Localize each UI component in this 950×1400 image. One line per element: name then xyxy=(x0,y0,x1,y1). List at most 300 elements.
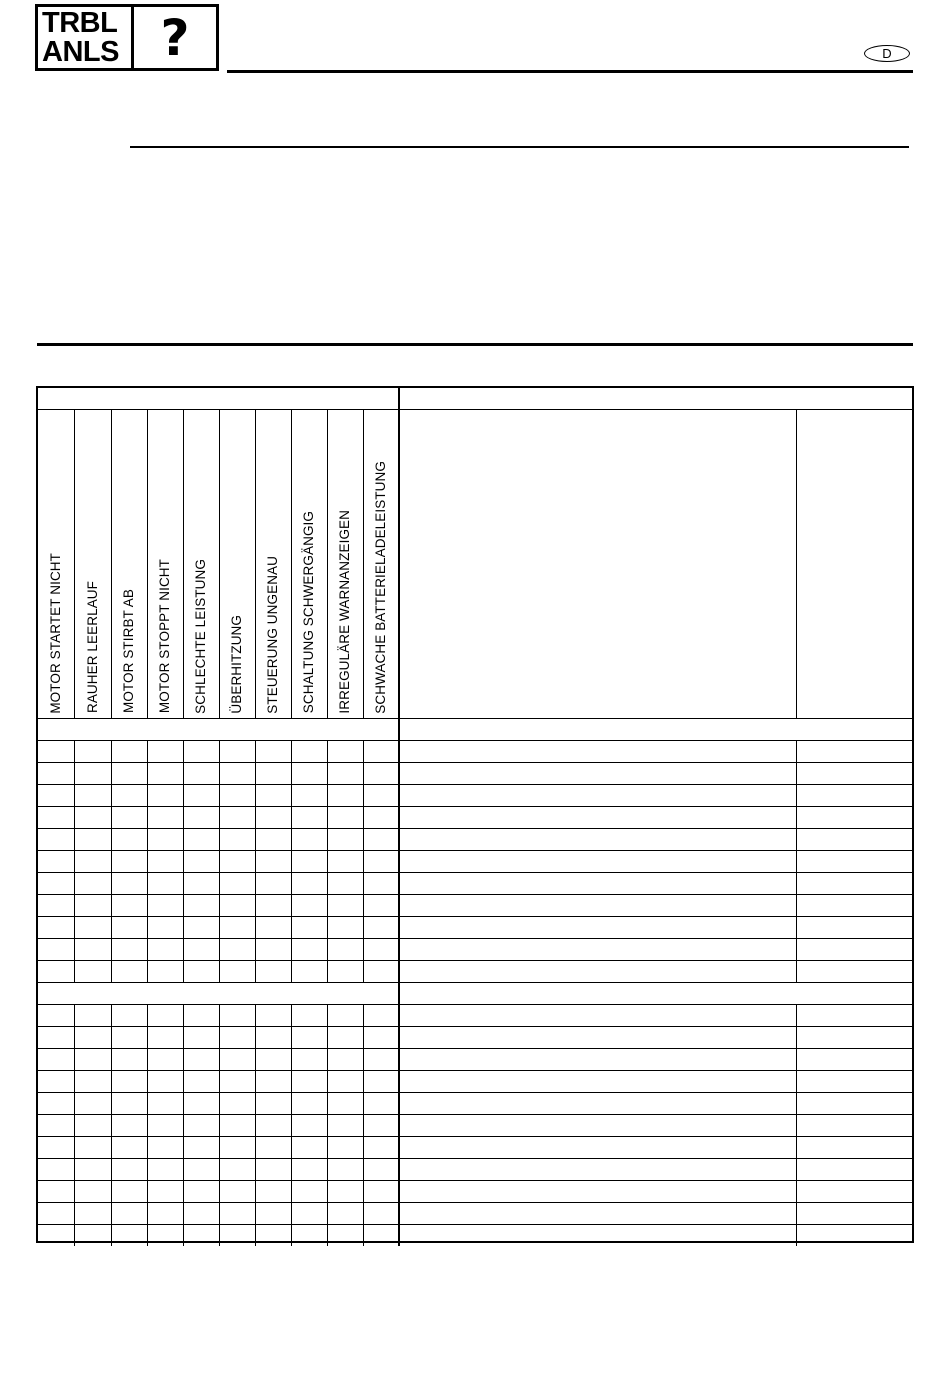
symptom-column-label: SCHWACHE BATTERIELADELEISTUNG xyxy=(372,460,388,714)
symptom-mark-cell xyxy=(147,872,183,894)
symptom-mark-cell xyxy=(147,1048,183,1070)
symptom-mark-cell xyxy=(74,1092,111,1114)
symptom-mark-cell xyxy=(147,938,183,960)
table-row xyxy=(38,740,912,762)
symptom-mark-cell xyxy=(363,1136,399,1158)
section-header-cell xyxy=(38,982,399,1004)
symptom-mark-cell xyxy=(327,828,363,850)
symptom-mark-cell xyxy=(291,960,327,982)
symptom-mark-cell xyxy=(111,1224,147,1246)
symptom-mark-cell xyxy=(291,1026,327,1048)
symptom-column-label: MOTOR STIRBT AB xyxy=(121,589,136,714)
table-row xyxy=(38,894,912,916)
symptom-mark-cell xyxy=(219,894,255,916)
reference-cell xyxy=(796,1224,912,1246)
symptom-mark-cell xyxy=(219,784,255,806)
symptom-mark-cell xyxy=(147,894,183,916)
symptom-mark-cell xyxy=(327,1026,363,1048)
symptom-mark-cell xyxy=(147,1202,183,1224)
symptom-mark-cell xyxy=(255,1092,291,1114)
symptom-mark-cell xyxy=(74,828,111,850)
symptom-mark-cell xyxy=(363,1158,399,1180)
symptom-mark-cell xyxy=(38,762,74,784)
symptom-mark-cell xyxy=(38,1202,74,1224)
symptom-mark-cell xyxy=(219,1048,255,1070)
symptom-mark-cell xyxy=(363,1202,399,1224)
cause-cell xyxy=(399,784,796,806)
symptom-mark-cell xyxy=(219,1202,255,1224)
cause-cell xyxy=(399,762,796,784)
symptom-mark-cell xyxy=(255,784,291,806)
symptom-mark-cell xyxy=(147,828,183,850)
symptom-mark-cell xyxy=(219,872,255,894)
symptom-mark-cell xyxy=(363,1026,399,1048)
symptom-mark-cell xyxy=(219,1158,255,1180)
symptom-column-header xyxy=(74,409,111,718)
symptom-mark-cell xyxy=(111,1136,147,1158)
symptom-mark-cell xyxy=(147,784,183,806)
symptom-mark-cell xyxy=(255,1004,291,1026)
symptom-mark-cell xyxy=(363,960,399,982)
symptom-mark-cell xyxy=(219,1224,255,1246)
symptom-mark-cell xyxy=(363,806,399,828)
symptom-mark-cell xyxy=(363,828,399,850)
symptom-mark-cell xyxy=(327,894,363,916)
reference-cell xyxy=(796,762,912,784)
table-row xyxy=(38,1202,912,1224)
symptom-mark-cell xyxy=(74,1004,111,1026)
symptom-mark-cell xyxy=(183,740,219,762)
symptom-mark-cell xyxy=(363,1004,399,1026)
symptom-mark-cell xyxy=(183,762,219,784)
symptom-mark-cell xyxy=(327,1224,363,1246)
symptom-column-header xyxy=(183,409,219,718)
symptom-mark-cell xyxy=(74,806,111,828)
symptom-mark-cell xyxy=(255,850,291,872)
symptom-column-header xyxy=(327,409,363,718)
symptom-mark-cell xyxy=(111,1004,147,1026)
symptom-mark-cell xyxy=(219,762,255,784)
symptom-mark-cell xyxy=(183,1092,219,1114)
symptom-mark-cell xyxy=(183,784,219,806)
symptom-mark-cell xyxy=(327,740,363,762)
symptom-mark-cell xyxy=(219,806,255,828)
symptom-mark-cell xyxy=(74,1202,111,1224)
section-rule-wide xyxy=(37,343,913,346)
symptom-mark-cell xyxy=(74,872,111,894)
symptom-mark-cell xyxy=(74,784,111,806)
symptom-mark-cell xyxy=(363,784,399,806)
symptom-mark-cell xyxy=(147,1224,183,1246)
cause-cell xyxy=(399,1136,796,1158)
symptom-mark-cell xyxy=(255,1180,291,1202)
symptom-mark-cell xyxy=(363,1114,399,1136)
symptom-mark-cell xyxy=(38,1158,74,1180)
symptom-mark-cell xyxy=(219,850,255,872)
symptom-mark-cell xyxy=(38,960,74,982)
reference-cell xyxy=(796,1026,912,1048)
symptom-column-header xyxy=(147,409,183,718)
symptom-mark-cell xyxy=(255,1202,291,1224)
table-row xyxy=(38,872,912,894)
cause-cell xyxy=(399,1004,796,1026)
cause-cell xyxy=(399,740,796,762)
symptom-mark-cell xyxy=(111,894,147,916)
cause-group-header xyxy=(399,388,912,409)
symptom-mark-cell xyxy=(74,938,111,960)
cause-cell xyxy=(399,1026,796,1048)
symptom-mark-cell xyxy=(219,1070,255,1092)
symptom-mark-cell xyxy=(111,1048,147,1070)
reference-column-header xyxy=(796,409,912,718)
symptom-mark-cell xyxy=(327,1136,363,1158)
cause-cell xyxy=(399,1224,796,1246)
symptom-mark-cell xyxy=(363,872,399,894)
reference-cell xyxy=(796,1070,912,1092)
table-row xyxy=(38,1136,912,1158)
table-row xyxy=(38,1092,912,1114)
symptom-mark-cell xyxy=(183,828,219,850)
symptom-mark-cell xyxy=(327,850,363,872)
symptom-mark-cell xyxy=(38,806,74,828)
symptom-mark-cell xyxy=(111,1158,147,1180)
symptom-mark-cell xyxy=(183,1004,219,1026)
symptom-mark-cell xyxy=(111,872,147,894)
symptom-mark-cell xyxy=(255,1136,291,1158)
symptom-label-row xyxy=(38,409,912,718)
reference-cell xyxy=(796,1158,912,1180)
table-row xyxy=(38,1026,912,1048)
table-row xyxy=(38,1224,912,1246)
table-row xyxy=(38,1048,912,1070)
symptom-mark-cell xyxy=(74,1114,111,1136)
reference-cell xyxy=(796,1048,912,1070)
table-row xyxy=(38,1070,912,1092)
symptom-mark-cell xyxy=(38,1136,74,1158)
symptom-mark-cell xyxy=(183,1158,219,1180)
symptom-mark-cell xyxy=(183,850,219,872)
symptom-mark-cell xyxy=(327,1070,363,1092)
symptom-mark-cell xyxy=(38,1048,74,1070)
symptom-mark-cell xyxy=(183,894,219,916)
symptom-mark-cell xyxy=(291,1048,327,1070)
symptom-column-label: STEUERUNG UNGENAU xyxy=(265,555,280,714)
symptom-mark-cell xyxy=(38,894,74,916)
symptom-mark-cell xyxy=(255,1026,291,1048)
symptom-mark-cell xyxy=(291,784,327,806)
symptom-mark-cell xyxy=(219,828,255,850)
table-row xyxy=(38,784,912,806)
cause-cell xyxy=(399,916,796,938)
symptom-mark-cell xyxy=(291,1136,327,1158)
cause-cell xyxy=(399,1158,796,1180)
symptom-mark-cell xyxy=(147,1136,183,1158)
symptom-mark-cell xyxy=(183,1136,219,1158)
symptom-mark-cell xyxy=(291,1180,327,1202)
symptom-mark-cell xyxy=(219,1092,255,1114)
section-header-row xyxy=(38,982,912,1004)
cause-column-header xyxy=(399,409,796,718)
symptom-column-header xyxy=(111,409,147,718)
symptom-mark-cell xyxy=(38,1114,74,1136)
symptom-mark-cell xyxy=(255,1224,291,1246)
symptom-mark-cell xyxy=(219,916,255,938)
symptom-mark-cell xyxy=(219,1004,255,1026)
question-mark-icon xyxy=(134,7,216,68)
reference-cell xyxy=(796,960,912,982)
symptom-mark-cell xyxy=(255,894,291,916)
symptom-mark-cell xyxy=(363,762,399,784)
table-row xyxy=(38,916,912,938)
reference-cell xyxy=(796,894,912,916)
symptom-mark-cell xyxy=(38,1004,74,1026)
symptom-mark-cell xyxy=(183,1070,219,1092)
symptom-mark-cell xyxy=(255,1158,291,1180)
symptom-mark-cell xyxy=(327,806,363,828)
symptom-mark-cell xyxy=(327,1004,363,1026)
question-mark-glyph: ? xyxy=(160,8,190,67)
cause-cell xyxy=(399,872,796,894)
symptom-mark-cell xyxy=(291,1092,327,1114)
symptom-mark-cell xyxy=(38,850,74,872)
symptom-mark-cell xyxy=(291,762,327,784)
symptom-mark-cell xyxy=(111,828,147,850)
symptom-mark-cell xyxy=(255,872,291,894)
cause-cell xyxy=(399,1070,796,1092)
symptom-mark-cell xyxy=(255,1048,291,1070)
symptom-mark-cell xyxy=(38,872,74,894)
symptom-mark-cell xyxy=(74,1136,111,1158)
language-badge: D xyxy=(864,45,910,62)
logo-line-1: TRBL xyxy=(42,6,118,39)
symptom-mark-cell xyxy=(38,938,74,960)
symptom-mark-cell xyxy=(255,762,291,784)
symptom-mark-cell xyxy=(183,872,219,894)
symptom-mark-cell xyxy=(74,740,111,762)
symptom-mark-cell xyxy=(147,1114,183,1136)
cause-cell xyxy=(399,1202,796,1224)
troubleshooting-table xyxy=(36,386,914,1243)
symptom-mark-cell xyxy=(327,938,363,960)
symptom-mark-cell xyxy=(111,1092,147,1114)
symptom-column-header xyxy=(363,409,399,718)
symptom-mark-cell xyxy=(327,1180,363,1202)
symptom-mark-cell xyxy=(74,1070,111,1092)
table-row xyxy=(38,850,912,872)
symptom-mark-cell xyxy=(291,1114,327,1136)
symptom-mark-cell xyxy=(111,1070,147,1092)
reference-cell xyxy=(796,850,912,872)
symptom-mark-cell xyxy=(74,894,111,916)
symptom-mark-cell xyxy=(111,938,147,960)
symptom-mark-cell xyxy=(147,762,183,784)
cause-cell xyxy=(399,938,796,960)
symptom-mark-cell xyxy=(219,938,255,960)
symptom-mark-cell xyxy=(255,1114,291,1136)
symptom-mark-cell xyxy=(111,1202,147,1224)
symptom-mark-cell xyxy=(111,762,147,784)
symptom-column-label: SCHLECHTE LEISTUNG xyxy=(193,558,208,714)
symptom-mark-cell xyxy=(147,1004,183,1026)
reference-cell xyxy=(796,784,912,806)
cause-cell xyxy=(399,1114,796,1136)
reference-cell xyxy=(796,1114,912,1136)
symptom-mark-cell xyxy=(183,960,219,982)
symptom-mark-cell xyxy=(74,762,111,784)
symptom-mark-cell xyxy=(255,806,291,828)
symptom-mark-cell xyxy=(291,894,327,916)
symptom-mark-cell xyxy=(255,1070,291,1092)
symptom-mark-cell xyxy=(327,960,363,982)
symptom-mark-cell xyxy=(363,894,399,916)
cause-cell xyxy=(399,806,796,828)
symptom-mark-cell xyxy=(255,740,291,762)
symptom-mark-cell xyxy=(327,1114,363,1136)
symptom-mark-cell xyxy=(183,1114,219,1136)
logo-text xyxy=(38,7,134,68)
cause-cell xyxy=(399,1048,796,1070)
symptom-mark-cell xyxy=(111,850,147,872)
reference-cell xyxy=(796,1004,912,1026)
section-header-cell xyxy=(38,718,399,740)
symptom-mark-cell xyxy=(291,806,327,828)
symptom-mark-cell xyxy=(38,784,74,806)
cause-cell xyxy=(399,1180,796,1202)
symptom-mark-cell xyxy=(74,916,111,938)
symptom-mark-cell xyxy=(255,938,291,960)
symptom-mark-cell xyxy=(255,960,291,982)
symptom-mark-cell xyxy=(111,1026,147,1048)
section-header-cause-cell xyxy=(399,718,912,740)
symptom-mark-cell xyxy=(111,784,147,806)
symptom-mark-cell xyxy=(183,916,219,938)
table-row xyxy=(38,828,912,850)
symptom-mark-cell xyxy=(38,1224,74,1246)
symptom-mark-cell xyxy=(291,828,327,850)
symptom-mark-cell xyxy=(74,1026,111,1048)
symptom-mark-cell xyxy=(291,938,327,960)
symptom-mark-cell xyxy=(327,1158,363,1180)
symptom-mark-cell xyxy=(327,762,363,784)
cause-cell xyxy=(399,1092,796,1114)
symptom-mark-cell xyxy=(219,1136,255,1158)
symptom-mark-cell xyxy=(183,1048,219,1070)
symptom-mark-cell xyxy=(363,740,399,762)
symptom-mark-cell xyxy=(74,1180,111,1202)
symptom-mark-cell xyxy=(291,740,327,762)
symptom-column-label: IRREGULÄRE WARNANZEIGEN xyxy=(337,509,352,714)
symptom-mark-cell xyxy=(219,1180,255,1202)
symptom-mark-cell xyxy=(255,828,291,850)
symptom-mark-cell xyxy=(38,916,74,938)
symptom-mark-cell xyxy=(291,1224,327,1246)
symptom-column-label: SCHALTUNG SCHWERGÄNGIG xyxy=(301,511,316,714)
symptom-mark-cell xyxy=(74,1048,111,1070)
table-row xyxy=(38,938,912,960)
symptom-mark-cell xyxy=(183,1224,219,1246)
symptom-mark-cell xyxy=(363,1180,399,1202)
symptom-mark-cell xyxy=(147,916,183,938)
symptom-mark-cell xyxy=(291,850,327,872)
reference-cell xyxy=(796,1092,912,1114)
symptom-mark-cell xyxy=(183,806,219,828)
symptom-mark-cell xyxy=(255,916,291,938)
symptom-mark-cell xyxy=(74,960,111,982)
symptom-mark-cell xyxy=(183,1026,219,1048)
reference-cell xyxy=(796,872,912,894)
symptom-mark-cell xyxy=(363,1224,399,1246)
symptom-mark-cell xyxy=(327,1048,363,1070)
symptom-mark-cell xyxy=(111,740,147,762)
symptom-mark-cell xyxy=(38,1026,74,1048)
symptom-mark-cell xyxy=(147,1180,183,1202)
table-row xyxy=(38,1114,912,1136)
reference-cell xyxy=(796,1136,912,1158)
reference-cell xyxy=(796,806,912,828)
symptom-column-label: RAUHER LEERLAUF xyxy=(84,581,100,714)
symptom-mark-cell xyxy=(327,784,363,806)
symptom-mark-cell xyxy=(183,938,219,960)
trbl-anls-logo xyxy=(35,4,219,71)
table-row xyxy=(38,1180,912,1202)
symptom-mark-cell xyxy=(111,960,147,982)
symptom-mark-cell xyxy=(219,1114,255,1136)
symptom-mark-cell xyxy=(147,1092,183,1114)
symptom-mark-cell xyxy=(219,960,255,982)
symptom-mark-cell xyxy=(147,1026,183,1048)
header-rule xyxy=(227,70,913,73)
section-rule xyxy=(130,146,909,148)
symptom-mark-cell xyxy=(219,1026,255,1048)
cause-cell xyxy=(399,850,796,872)
symptom-mark-cell xyxy=(363,916,399,938)
symptom-mark-cell xyxy=(327,1092,363,1114)
symptom-mark-cell xyxy=(291,1158,327,1180)
symptom-mark-cell xyxy=(147,1158,183,1180)
reference-cell xyxy=(796,1180,912,1202)
table-row xyxy=(38,1004,912,1026)
symptom-column-label: MOTOR STARTET NICHT xyxy=(47,552,63,714)
symptom-mark-cell xyxy=(147,1070,183,1092)
symptom-mark-cell xyxy=(38,740,74,762)
reference-cell xyxy=(796,938,912,960)
table-row xyxy=(38,1158,912,1180)
symptom-mark-cell xyxy=(327,1202,363,1224)
symptom-mark-cell xyxy=(363,1092,399,1114)
symptom-mark-cell xyxy=(219,740,255,762)
section-header-cause-cell xyxy=(399,982,912,1004)
symptom-mark-cell xyxy=(363,938,399,960)
section-header-row xyxy=(38,718,912,740)
symptom-mark-cell xyxy=(111,806,147,828)
symptom-mark-cell xyxy=(147,850,183,872)
symptom-column-label: MOTOR STOPPT NICHT xyxy=(157,559,172,714)
table-row xyxy=(38,960,912,982)
symptom-mark-cell xyxy=(291,1202,327,1224)
cause-cell xyxy=(399,960,796,982)
reference-cell xyxy=(796,916,912,938)
symptom-mark-cell xyxy=(74,1158,111,1180)
symptom-mark-cell xyxy=(38,1180,74,1202)
logo-line-2: ANLS xyxy=(42,35,119,68)
cause-cell xyxy=(399,828,796,850)
symptom-column-label: ÜBERHITZUNG xyxy=(229,614,244,714)
symptom-mark-cell xyxy=(183,1180,219,1202)
symptom-mark-cell xyxy=(291,872,327,894)
table-row xyxy=(38,806,912,828)
symptom-mark-cell xyxy=(111,1114,147,1136)
symptom-mark-cell xyxy=(74,850,111,872)
